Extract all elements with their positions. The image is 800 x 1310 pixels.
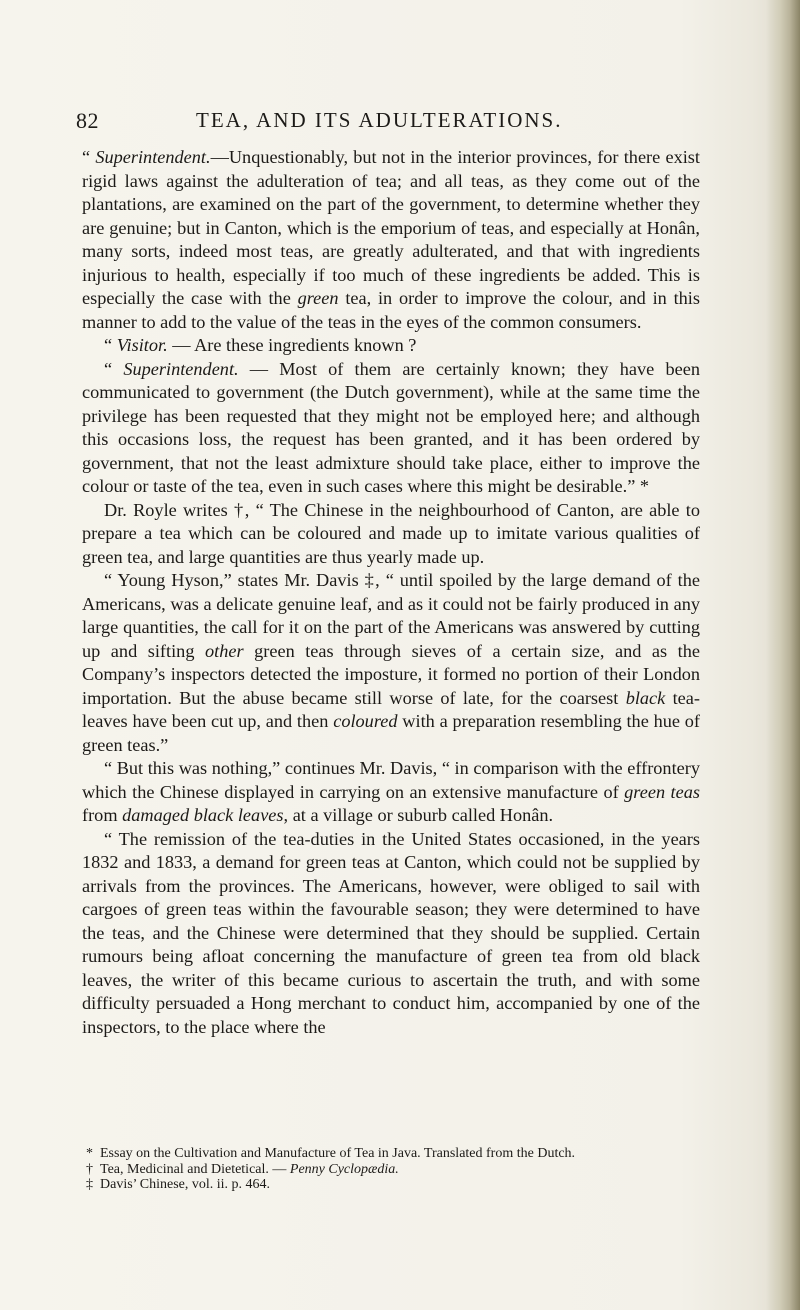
speaker-label: Visitor. [116, 335, 168, 355]
paragraph [82, 358, 700, 499]
text-run: “ The remission of the tea-duties in the United States occasioned, in the years 1832 and 1833, a demand for green teas at Canton, which could not be supplied by arrivals from the provinces. The Americans, however, were obliged to sail with cargoes of green teas within the favourable season; they were determined to have the teas, and the Chinese were determined that they should be supplied. Certain rumours being afloat concerning the manufacture of green tea from old black leaves, the writer of this became curious to ascertain the truth, and with some difficulty persuaded a Hong merchant to conduct him, accompanied by one of the inspectors, to the place where the [82, 828, 700, 1037]
footnote-mark: † [86, 1161, 93, 1177]
footnote-source: Penny Cyclopædia. [289, 1161, 399, 1177]
footnote-mark: ‡ [86, 1177, 93, 1192]
paragraph [82, 334, 700, 358]
footnote-text: Tea, Medicinal and Dietetical. — [100, 1161, 290, 1177]
emphasis-text: black [625, 687, 666, 708]
emphasis-text: other [204, 640, 244, 661]
page-header [76, 108, 716, 136]
text-run: Dr. Royle writes †, “ The Chinese in the neighbourhood of Canton, are able to prepare a tea which can be coloured and made up to imitate various qualities of green tea, and large quantities are thus yearly made up. [82, 499, 700, 567]
text-run: “ But this was nothing,” continues Mr. Davis, “ in comparison with the effrontery which the Chinese displayed in carrying on an extensive manufacture of [82, 758, 700, 802]
text-run: green teas through sieves of a certain size, and as the Company’s inspectors detected the imposture, it formed no portion of their London importation. But the abuse became still worse of late, for the coarsest [82, 640, 700, 708]
body-text [82, 146, 700, 1039]
emphasis-text: damaged black leaves [122, 805, 284, 825]
emphasis-text: green teas [624, 781, 700, 802]
text-run: — Are these ingredients known ? [167, 335, 417, 355]
text-run: , at a village or suburb called Honân. [283, 805, 554, 825]
text-run: — Most of them are certainly known; they have been communicated to government (the Dutch government), while at the same time the privilege has been requested that they might not be employed here; and although this occasions loss, the request has been granted, and it has been ordered by government, that not the least admixture should take place, either to improve the colour or taste of the tea, even in such cases where this might be desirable.” * [82, 358, 700, 496]
text-run: “ Young Hyson,” states Mr. Davis ‡, “ until spoiled by the large demand of the Americans, was a delicate genuine leaf, and as it could not be fairly produced in any large quantities, the call for it on the part of the Americans was answered by cutting up and sifting [82, 570, 700, 661]
text-run: “ [82, 147, 96, 167]
paragraph [82, 499, 700, 570]
speaker-label: Superintendent. [95, 147, 211, 167]
footnote-mark: * [86, 1146, 93, 1161]
text-run: tea, in order to improve the colour, and in this manner to add to the value of the teas in the eyes of the common consumers. [82, 288, 700, 332]
text-run: tea-leaves have been cut up, and then [82, 687, 700, 731]
paragraph [82, 757, 700, 828]
paragraph [82, 146, 700, 334]
text-run: “ [104, 358, 124, 379]
text-run: from [82, 805, 123, 825]
page-edge-shadow [766, 0, 800, 1310]
speaker-label: Superintendent. [123, 358, 239, 379]
text-run: with a preparation resembling the hue of green teas.” [82, 711, 700, 755]
footnote [86, 1162, 716, 1178]
emphasis-text: green [297, 288, 339, 308]
text-run: “ [104, 335, 117, 355]
running-head: TEA, AND ITS ADULTERATIONS. [196, 108, 563, 132]
footnotes [86, 1146, 716, 1193]
footnote-text: Essay on the Cultivation and Manufacture of Tea in Java. Translated from the Dutch. [100, 1146, 576, 1161]
footnote [86, 1177, 716, 1193]
footnote [86, 1146, 716, 1162]
paragraph [82, 569, 700, 757]
emphasis-text: coloured [333, 711, 398, 731]
page-number: 82 [76, 108, 99, 133]
text-run: —Unquestionably, but not in the interior provinces, for there exist rigid laws against the adulteration of tea; and all teas, as they come out of the plantations, are examined on the part of the government, to determine whether they are genuine; but in Canton, which is the emporium of teas, and especially at Honân, many sorts, indeed most teas, are greatly adulterated, and that with ingredients injurious to health, especially if too much of these ingredients be added. This is especially the case with the [82, 147, 700, 308]
paragraph [82, 828, 700, 1040]
footnote-text: Davis’ Chinese, vol. ii. p. 464. [100, 1177, 271, 1192]
